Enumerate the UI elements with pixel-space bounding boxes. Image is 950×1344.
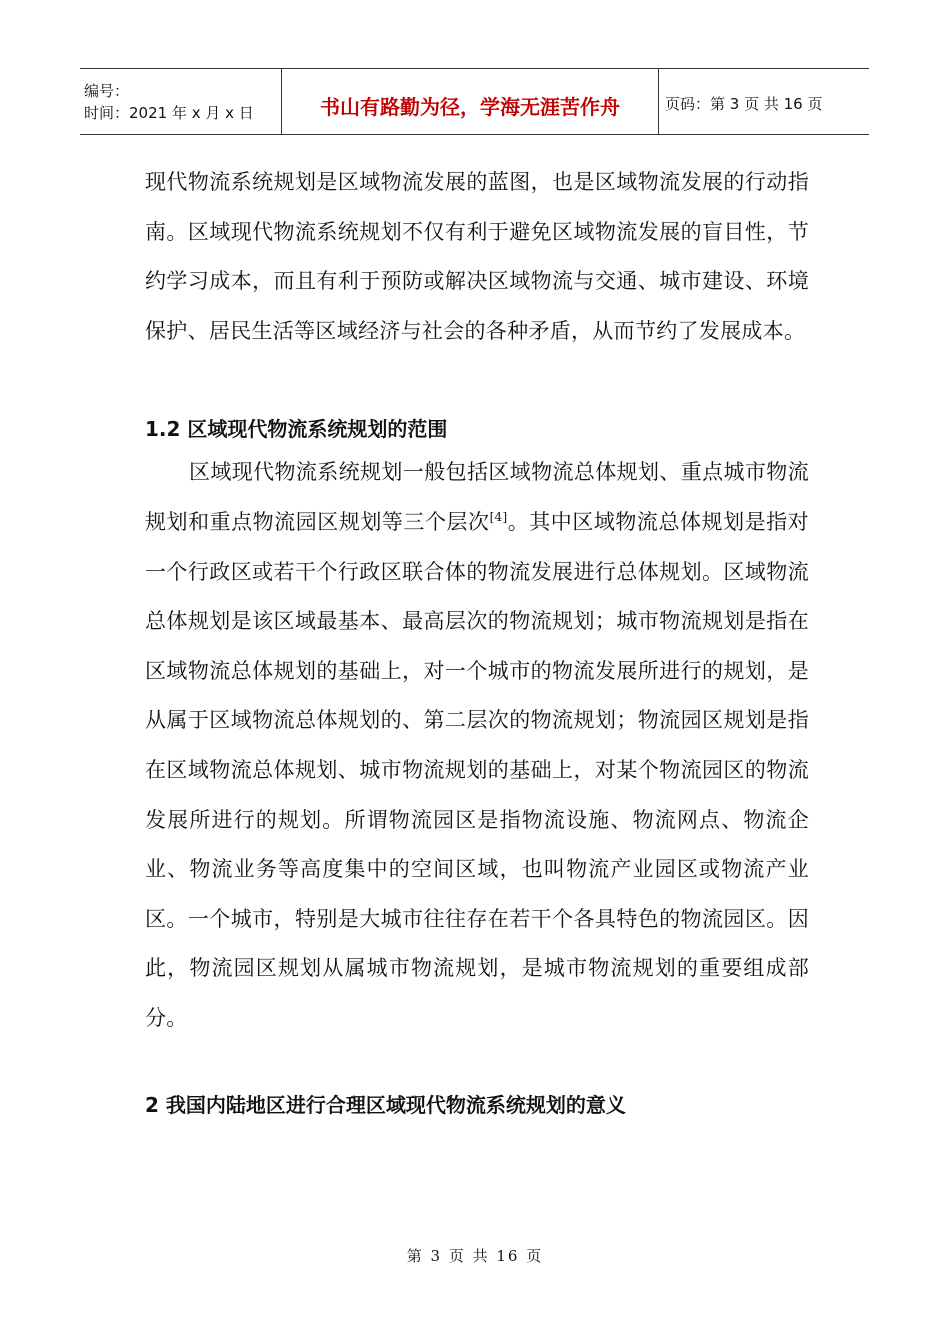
section-heading-1-2: 1.2 区域现代物流系统规划的范围: [145, 417, 448, 442]
document-date: 时间：2021 年 x 月 x 日: [84, 103, 254, 122]
citation-ref-4[interactable]: [4]: [489, 509, 508, 524]
paragraph-planning-significance: 现代物流系统规划是区域物流发展的蓝图，也是区域物流发展的行动指南。区域现代物流系统规划不仅有利于避免区域物流发展的盲目性，节约学习成本，而且有利于预防或解决区域物流与交通、城市建设、环境保护、居民生活等区域经济与社会的各种矛盾，从而节约了发展成本。: [145, 170, 809, 343]
page-header: [80, 68, 869, 135]
section-heading-2: 2 我国内陆地区进行合理区域现代物流系统规划的意义: [145, 1092, 626, 1117]
paragraph-scope-text-b: 。其中区域物流总体规划是指对一个行政区或若干个行政区联合体的物流发展进行总体规划。区域物流总体规划是该区域最基本、最高层次的物流规划；城市物流规划是指在区域物流总体规划的基础上，对一个城市的物流发展所进行的规划，是从属于区域物流总体规划的、第二层次的物流规划；物流园区规划是指在区域物流总体规划、城市物流规划的基础上，对某个物流园区的物流发展所进行的规划。所谓物流园区是指物流设施、物流网点、物流企业、物流业务等高度集中的空间区域，也叫物流产业园区或物流产业区。一个城市，特别是大城市往往存在若干个各具特色的物流园区。因此，物流园区规划从属城市物流规划，是城市物流规划的重要组成部分。: [145, 509, 809, 1030]
document-body: [145, 158, 809, 1120]
paragraph-scope-text-a: 区域现代物流系统规划一般包括区域物流总体规划、重点城市物流规划和重点物流园区规划等三个层次: [145, 460, 809, 534]
header-page-info: 页码：第 3 页 共 16 页: [665, 95, 823, 113]
page-footer: 第 3 页 共 16 页: [406, 1247, 544, 1265]
header-meta: [80, 69, 282, 134]
document-code-label: 编号：: [84, 81, 130, 100]
paragraph-planning-scope: [145, 448, 809, 1043]
header-motto: 书山有路勤为径，学海无涯苦作舟: [282, 69, 659, 134]
